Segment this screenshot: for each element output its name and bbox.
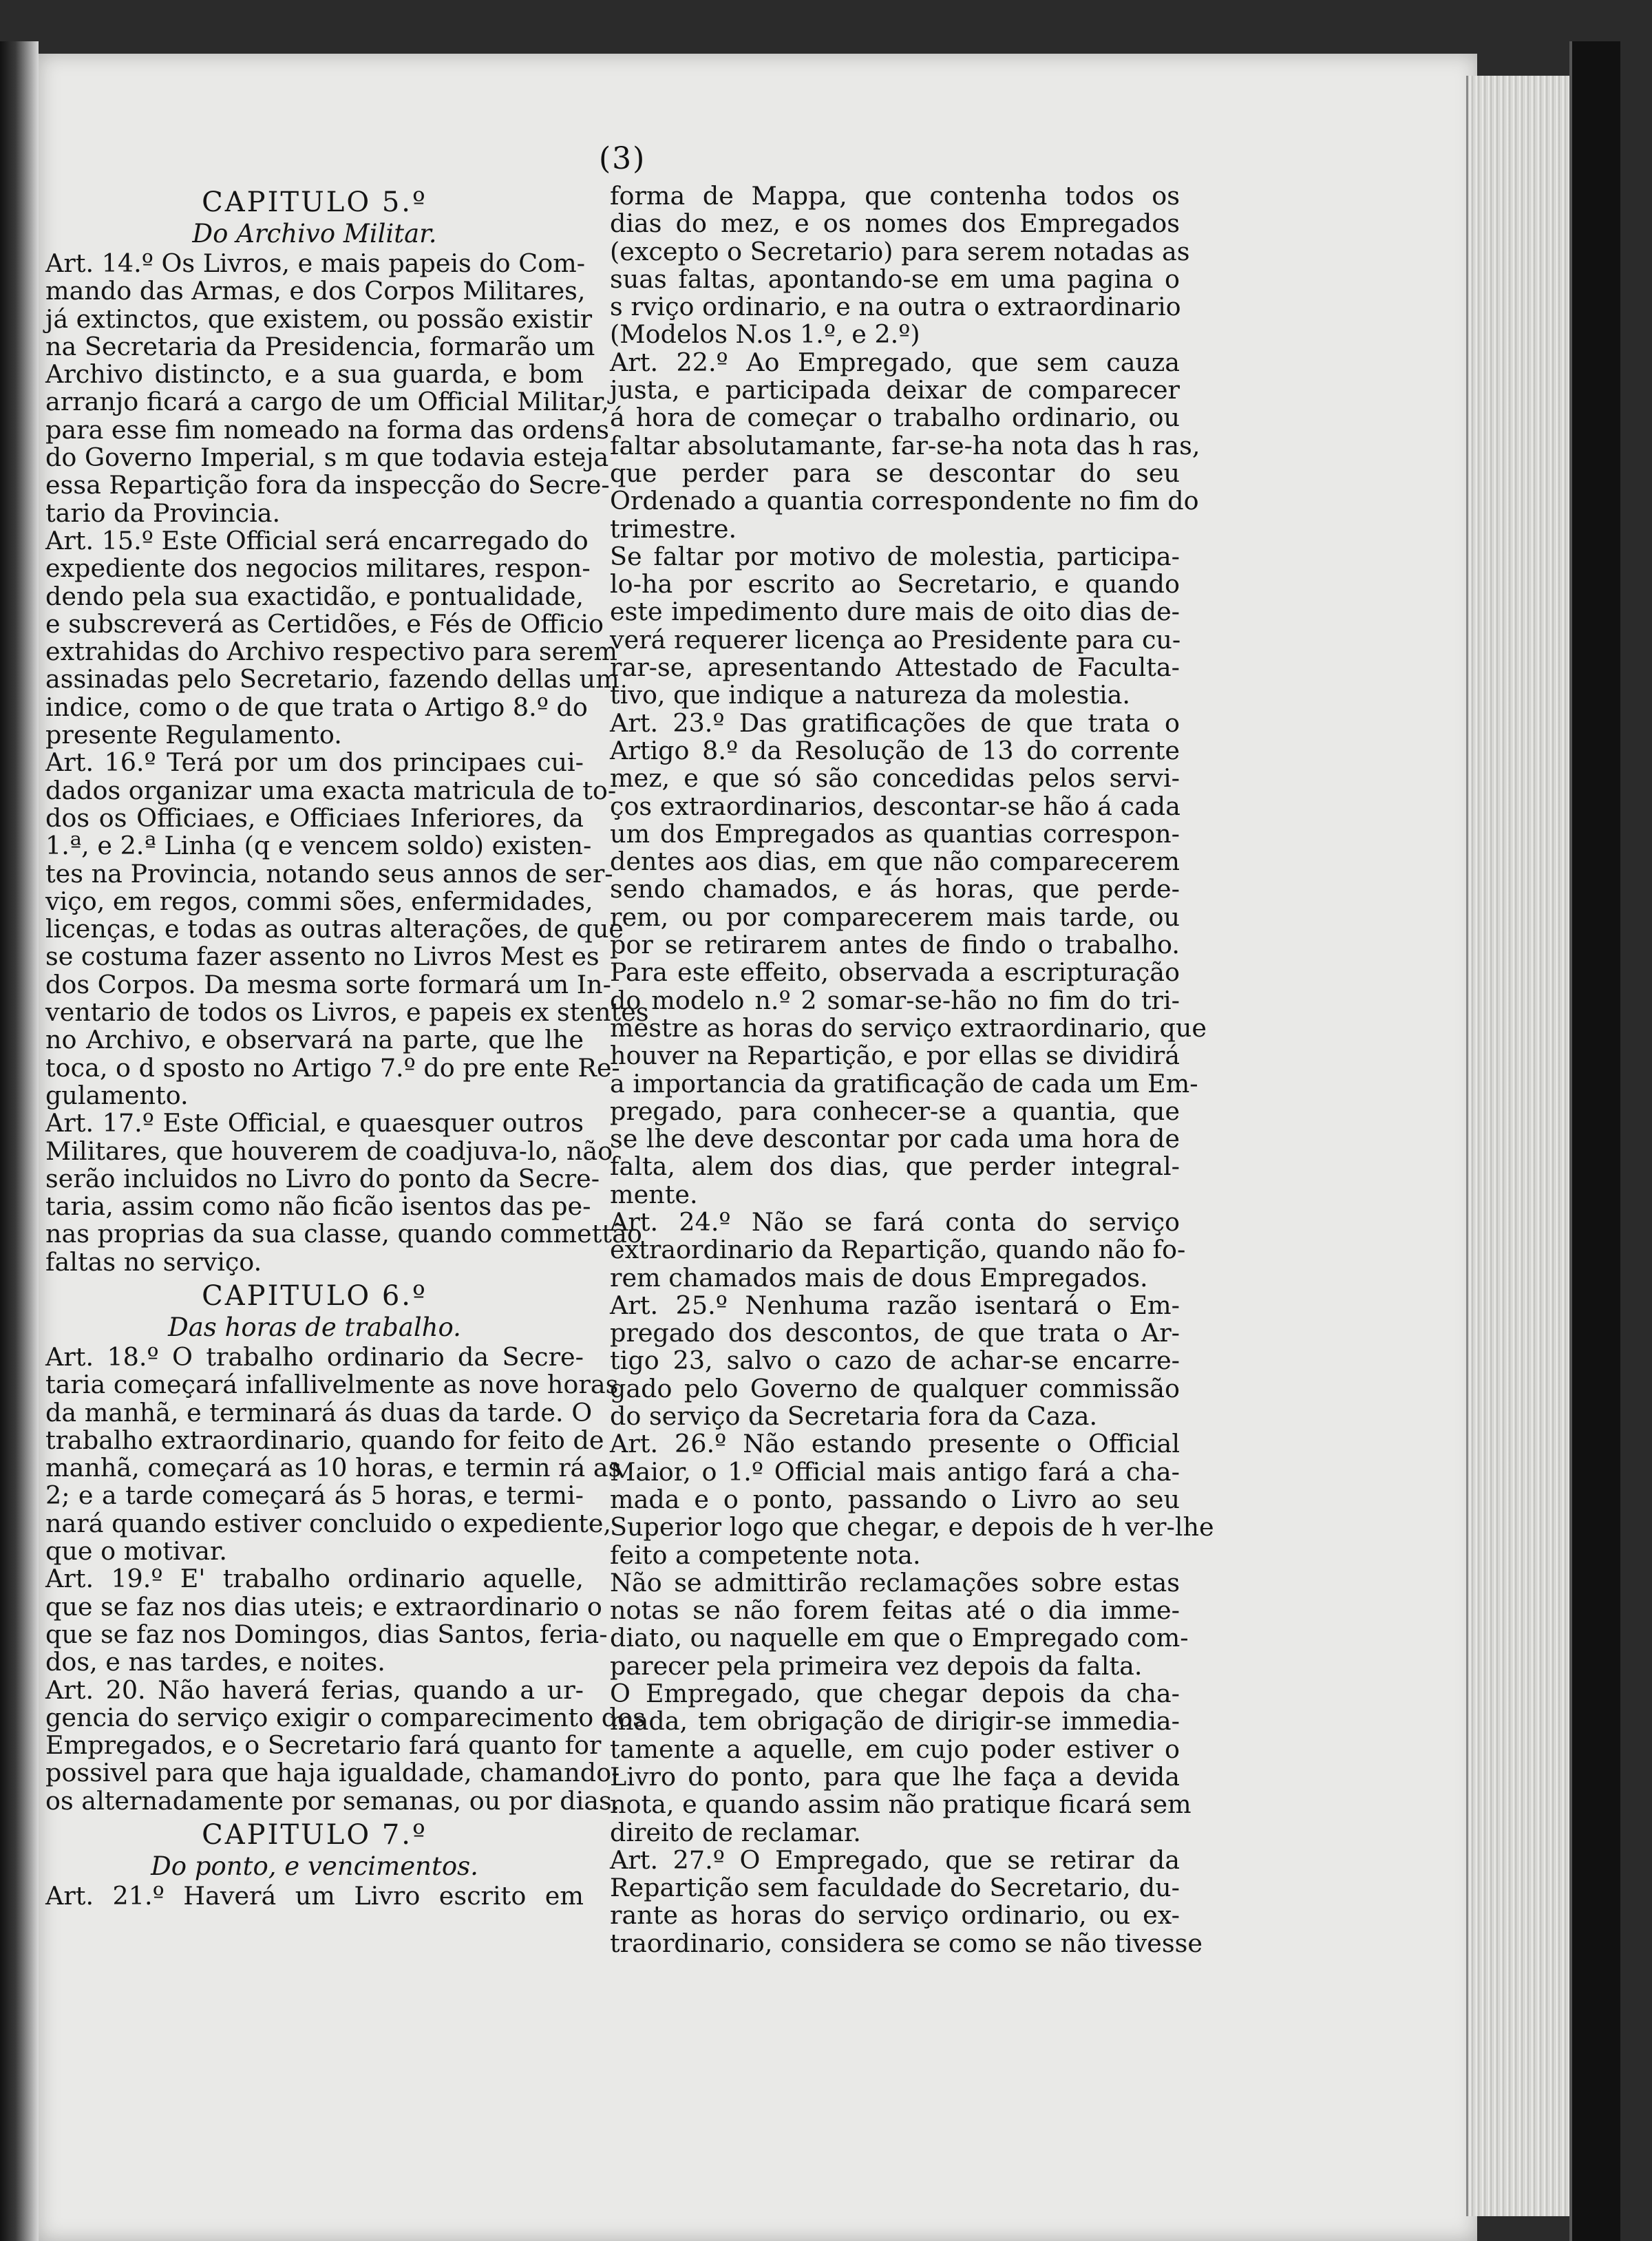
text-line: Art. 16.º Terá por um dos principaes cui- [45, 747, 584, 778]
text-line: gulamento. [45, 1080, 189, 1110]
text-line: presente Regulamento. [45, 720, 342, 750]
text-line: um dos Empregados as quantias correspon- [610, 818, 1180, 849]
text-line: os alternadamente por semanas, ou por dias. [45, 1785, 620, 1816]
text-line: tigo 23, salvo o cazo de achar-se encarre- [610, 1346, 1180, 1376]
text-line: tes na Provincia, notando seus annos de ser- [45, 858, 613, 889]
text-line: rem, ou por comparecerem mais tarde, ou [610, 902, 1180, 932]
text-line: da manhã, e terminará ás duas da tarde. O [45, 1397, 593, 1427]
text-line: arranjo ficará a cargo de um Official Militar, [45, 387, 609, 417]
text-line: houver na Repartição, e por ellas se dividirá [610, 1041, 1180, 1071]
text-line: já extinctos, que existem, ou possão existir [45, 304, 593, 334]
text-line: do Governo Imperial, s m que todavia esteja [45, 443, 609, 473]
text-line: á hora de começar o trabalho ordinario, ou [610, 403, 1180, 433]
text-line: taria começará infallivelmente as nove horas [45, 1370, 619, 1400]
text-line: justa, e participada deixar de comparecer [610, 375, 1180, 405]
text-line: que se faz nos dias uteis; e extraordinario o [45, 1591, 602, 1622]
text-line: Art. 24.º Não se fará conta do serviço [610, 1207, 1180, 1237]
facing-page-edge [0, 41, 39, 2241]
text-line: Art. 27.º O Empregado, que se retirar da [610, 1845, 1180, 1875]
text-line: gencia do serviço exigir o comparecimento dos [45, 1702, 646, 1732]
text-line: nota, e quando assim não pratique ficará sem [610, 1789, 1192, 1820]
text-line: Não se admittirão reclamações sobre estas [610, 1567, 1180, 1597]
text-line: Art. 25.º Nenhuma razão isentará o Em- [610, 1290, 1180, 1320]
text-line: possivel para que haja igualdade, chamando- [45, 1758, 620, 1788]
text-line: Art. 15.º Este Official será encarregado do [45, 525, 589, 555]
text-line: dos os Officiaes, e Officiaes Inferiores, da [45, 803, 584, 833]
text-line: mente. [610, 1179, 698, 1209]
text-line: Artigo 8.º da Resolução de 13 do corrente [610, 735, 1180, 765]
text-line: Livro do ponto, para que lhe faça a devida [610, 1761, 1180, 1792]
text-line: Art. 19.º E' trabalho ordinario aquelle, [45, 1564, 584, 1594]
text-line: assinadas pelo Secretario, fazendo dellas um [45, 664, 620, 694]
text-line: falta, alem dos dias, que perder integral- [610, 1151, 1180, 1182]
text-line: Art. 14.º Os Livros, e mais papeis do Com- [45, 248, 586, 278]
text-line: mando das Armas, e dos Corpos Militares, [45, 276, 586, 306]
text-line: no Archivo, e observará na parte, que lhe [45, 1025, 584, 1055]
text-line: essa Repartição fora da inspecção do Secre- [45, 470, 610, 500]
chapter-heading: CAPITULO 7.º [202, 1819, 427, 1851]
text-line: rar-se, apresentando Attestado de Faculta- [610, 652, 1180, 683]
page-stack-edges [1466, 76, 1571, 2216]
text-line: trabalho extraordinario, quando for feito de [45, 1425, 604, 1455]
text-line: Art. 26.º Não estando presente o Official [610, 1429, 1180, 1459]
text-line: manhã, começará as 10 horas, e termin rá as [45, 1453, 622, 1483]
text-line: mestre as horas do serviço extraordinario, que [610, 1012, 1207, 1043]
text-line: Art. 18.º O trabalho ordinario da Secre- [45, 1341, 584, 1372]
chapter-subheading: Do ponto, e vencimentos. [151, 1851, 478, 1882]
text-line: (excepto o Secretario) para serem notadas as [610, 236, 1190, 266]
text-line: se costuma fazer assento no Livros Mest es [45, 942, 600, 972]
text-line: s rviço ordinario, e na outra o extraordinario [610, 292, 1181, 322]
text-line: forma de Mappa, que contenha todos os [610, 181, 1180, 211]
text-line: (Modelos N.os 1.º, e 2.º) [610, 319, 920, 350]
text-line: ços extraordinarios, descontar-se hão á cada [610, 791, 1180, 821]
text-line: rante as horas do serviço ordinario, ou ex- [610, 1900, 1180, 1931]
chapter-subheading: Das horas de trabalho. [168, 1312, 461, 1342]
text-line: lo-ha por escrito ao Secretario, e quando [610, 569, 1180, 599]
text-line: tamente a aquelle, em cujo poder estiver o [610, 1734, 1180, 1764]
text-line: faltar absolutamante, far-se-ha nota das h ras, [610, 430, 1200, 460]
text-line: direito de reclamar. [610, 1817, 861, 1847]
text-line: Archivo distincto, e a sua guarda, e bom [45, 359, 584, 390]
text-line: tivo, que indique a natureza da molestia. [610, 680, 1130, 710]
text-line: Maior, o 1.º Official mais antigo fará a cha- [610, 1456, 1180, 1487]
text-line: parecer pela primeira vez depois da falta. [610, 1650, 1143, 1681]
text-line: Se faltar por motivo de molestia, participa- [610, 541, 1180, 571]
text-line: por se retirarem antes de findo o trabalho. [610, 930, 1180, 960]
left-text-column [45, 182, 649, 1911]
text-line: faltas no serviço. [45, 1246, 262, 1277]
text-line: que se faz nos Domingos, dias Santos, feria- [45, 1619, 608, 1649]
text-line: extrahidas do Archivo respectivo para serem [45, 637, 617, 667]
text-line: se lhe deve descontar por cada uma hora de [610, 1124, 1180, 1154]
text-line: mada, tem obrigação de dirigir-se immedia- [610, 1706, 1180, 1736]
text-line: do modelo n.º 2 somar-se-hão no fim do tri- [610, 985, 1180, 1015]
right-text-column [610, 181, 1214, 1958]
chapter-heading: CAPITULO 5.º [202, 187, 427, 218]
chapter-subheading: Do Archivo Militar. [192, 219, 437, 248]
text-line: traordinario, considera se como se não tivesse [610, 1928, 1203, 1958]
text-line: indice, como o de que trata o Artigo 8.º do [45, 692, 588, 722]
text-line: Repartição sem faculdade do Secretario, du- [610, 1873, 1180, 1903]
text-line: serão incluidos no Livro do ponto da Secre- [45, 1163, 600, 1193]
text-line: dias do mez, e os nomes dos Empregados [610, 209, 1180, 239]
text-line: Ordenado a quantia correspondente no fim do [610, 486, 1199, 516]
text-line: dentes aos dias, em que não comparecerem [610, 847, 1180, 877]
text-line: 1.ª, e 2.ª Linha (q e vencem soldo) existen- [45, 831, 592, 861]
text-line: feito a competente nota. [610, 1540, 921, 1570]
text-line: e subscreverá as Certidões, e Fés de Officio [45, 608, 604, 639]
text-line: pregado dos descontos, de que trata o Ar- [610, 1318, 1180, 1348]
text-line: dados organizar uma exacta matricula de to- [45, 775, 617, 805]
text-line: mez, e que só são concedidas pelos servi- [610, 763, 1180, 794]
text-line: nas proprias da sua classe, quando commettão [45, 1219, 642, 1249]
text-line: 2; e a tarde começará ás 5 horas, e termi- [45, 1480, 584, 1511]
text-line: extraordinario da Repartição, quando não fo- [610, 1235, 1186, 1265]
text-line: trimestre. [610, 513, 737, 544]
text-line: suas faltas, apontando-se em uma pagina o [610, 264, 1180, 294]
text-line: expediente dos negocios militares, respon- [45, 553, 591, 584]
page-number: (3) [599, 141, 646, 176]
text-line: licenças, e todas as outras alterações, de que [45, 914, 624, 944]
text-line: sendo chamados, e ás horas, que perde- [610, 874, 1180, 904]
text-line: Empregados, e o Secretario fará quanto for [45, 1730, 602, 1761]
text-line: que o motivar. [45, 1536, 228, 1566]
text-line: toca, o d sposto no Artigo 7.º do pre ente Re- [45, 1052, 620, 1083]
text-line: diato, ou naquelle em que o Empregado com- [610, 1623, 1189, 1653]
text-line: dendo pela sua exactidão, e pontualidade, [45, 581, 584, 611]
text-line: para esse fim nomeado na forma das ordens [45, 414, 610, 445]
text-line: na Secretaria da Presidencia, formarão um [45, 331, 595, 361]
text-line: Art. 17.º Este Official, e quaesquer outros [45, 1108, 584, 1138]
text-line: Art. 23.º Das gratificações de que trata o [610, 708, 1180, 738]
text-line: pregado, para conhecer-se a quantia, que [610, 1096, 1180, 1126]
text-line: este impedimento dure mais de oito dias de- [610, 597, 1180, 627]
book-cover-board [1569, 41, 1620, 2241]
text-line: mada e o ponto, passando o Livro ao seu [610, 1484, 1180, 1514]
chapter-heading: CAPITULO 6.º [202, 1279, 427, 1312]
text-line: taria, assim como não ficão isentos das pe- [45, 1191, 591, 1222]
text-line: O Empregado, que chegar depois da cha- [610, 1679, 1180, 1709]
text-line: notas se não forem feitas até o dia imme- [610, 1595, 1180, 1626]
text-line: verá requerer licença ao Presidente para cu- [610, 624, 1181, 655]
text-line: nará quando estiver concluido o expediente, [45, 1508, 612, 1538]
text-line: Militares, que houverem de coadjuva-lo, não [45, 1136, 613, 1166]
text-line: do serviço da Secretaria fora da Caza. [610, 1401, 1098, 1432]
text-line: que perder para se descontar do seu [610, 458, 1180, 488]
text-line: Superior logo que chegar, e depois de h ver-lhe [610, 1512, 1214, 1542]
text-line: rem chamados mais de dous Empregados. [610, 1262, 1148, 1293]
text-line: gado pelo Governo de qualquer commissão [610, 1373, 1180, 1403]
text-line: Art. 21.º Haverá um Livro escrito em [45, 1881, 584, 1911]
text-line: a importancia da gratificação de cada um Em- [610, 1068, 1198, 1098]
text-line: Art. 22.º Ao Empregado, que sem cauza [610, 347, 1180, 377]
text-line: Para este effeito, observada a escripturação [610, 957, 1180, 988]
text-line: dos Corpos. Da mesma sorte formará um In- [45, 969, 611, 999]
text-line: ventario de todos os Livros, e papeis ex stentes [45, 997, 649, 1028]
text-line: dos, e nas tardes, e noites. [45, 1647, 385, 1677]
text-line: tario da Provincia. [45, 498, 281, 528]
text-line: viço, em regos, commi sões, enfermidades, [45, 886, 593, 916]
text-line: Art. 20. Não haverá ferias, quando a ur- [45, 1675, 584, 1705]
